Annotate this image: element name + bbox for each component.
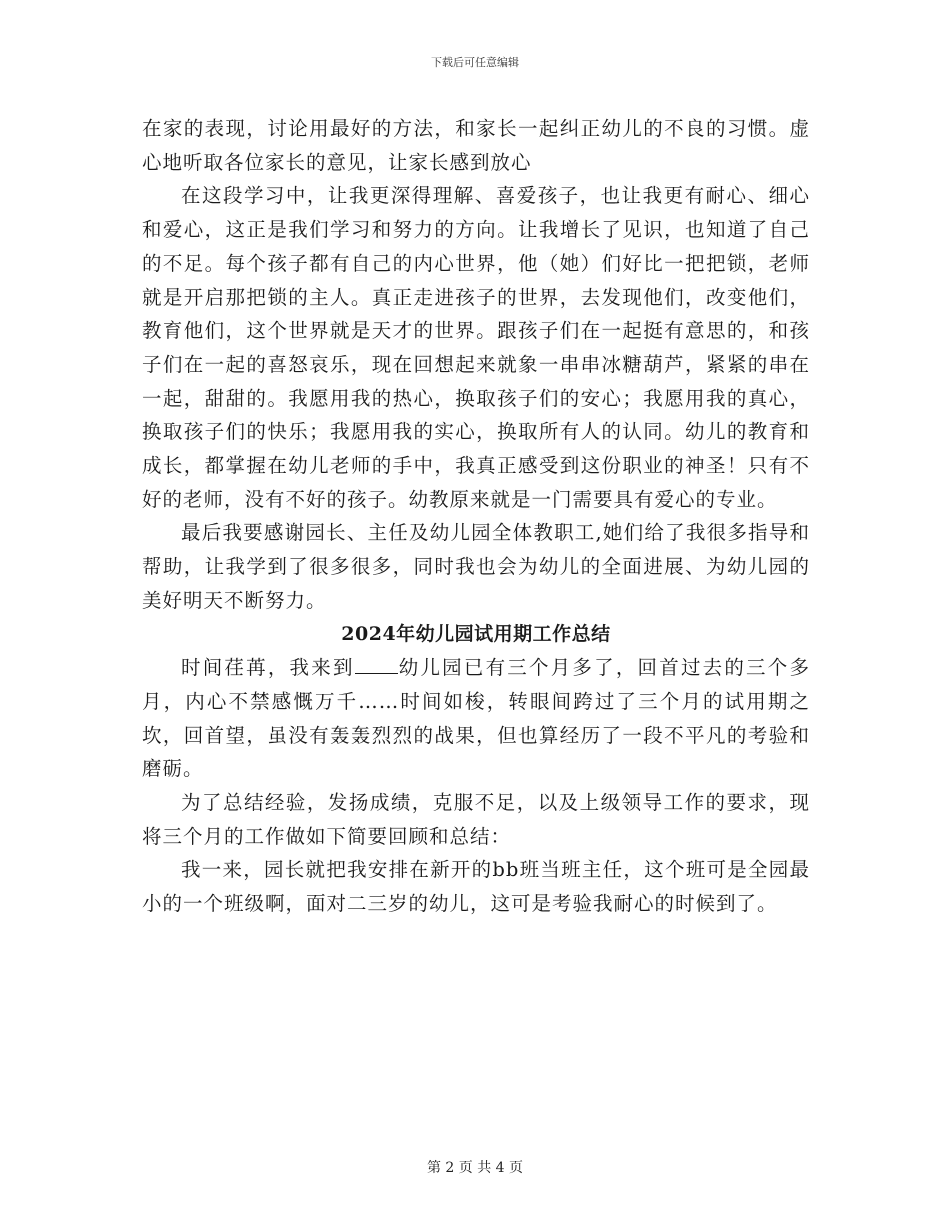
- paragraph-continued: 在家的表现，讨论用最好的方法，和家长一起纠正幼儿的不良的习惯。虚心地听取各位家长的意见，让家长感到放心: [142, 117, 810, 174]
- paragraph-summary-purpose: 为了总结经验，发扬成绩，克服不足，以及上级领导工作的要求，现将三个月的工作做如下简要回顾和总结：: [142, 791, 810, 848]
- paragraph-thanks: 最后我要感谢园长、主任及幼儿园全体教职工,她们给了我很多指导和帮助，让我学到了很多很多，同时我也会为幼儿的全面进展、为幼儿园的美好明天不断努力。: [142, 521, 810, 612]
- intro-text-end: 幼儿园已有三个月多了，回首过去的三个多月，内心不禁感慨万千……时间如梭，转眼间跨过了三个月的试用期之坎，回首望，虽没有轰轰烈烈的战果，但也算经历了一段不平凡的考验和磨砺。: [142, 656, 810, 781]
- document-body: [142, 112, 810, 921]
- paragraph-learning-reflection: 在这段学习中，让我更深得理解、喜爱孩子，也让我更有耐心、细心和爱心，这正是我们学习和努力的方向。让我增长了见识，也知道了自己的不足。每个孩子都有自己的内心世界，他（她）们好比一把把锁，老师就是开启那把锁的主人。真正走进孩子的世界，去发现他们，改变他们，教育他们，这个世界就是天才的世界。跟孩子们在一起挺有意思的，和孩子们在一起的喜怒哀乐，现在回想起来就象一串串冰糖葫芦，紧紧的串在一起，甜甜的。我愿用我的热心，换取孩子们的安心；我愿用我的真心，换取孩子们的快乐；我愿用我的实心，换取所有人的认同。幼儿的教育和成长，都掌握在幼儿老师的手中，我真正感受到这份职业的神圣！只有不好的老师，没有不好的孩子。幼教原来就是一门需要具有爱心的专业。: [142, 184, 810, 511]
- section-title: 2024年幼儿园试用期工作总结: [341, 622, 611, 645]
- page-header: 下载后可任意编辑: [431, 56, 519, 69]
- intro-text-start: 时间荏苒，我来到: [181, 656, 355, 680]
- paragraph-class-assignment: 我一来，园长就把我安排在新开的bb班当班主任，这个班可是全园最小的一个班级啊，面对二三岁的幼儿，这可是考验我耐心的时候到了。: [142, 858, 810, 916]
- paragraph-intro: [142, 651, 810, 786]
- page-number: 第 2 页 共 4 页: [426, 1160, 524, 1176]
- fill-in-blank: [355, 656, 398, 675]
